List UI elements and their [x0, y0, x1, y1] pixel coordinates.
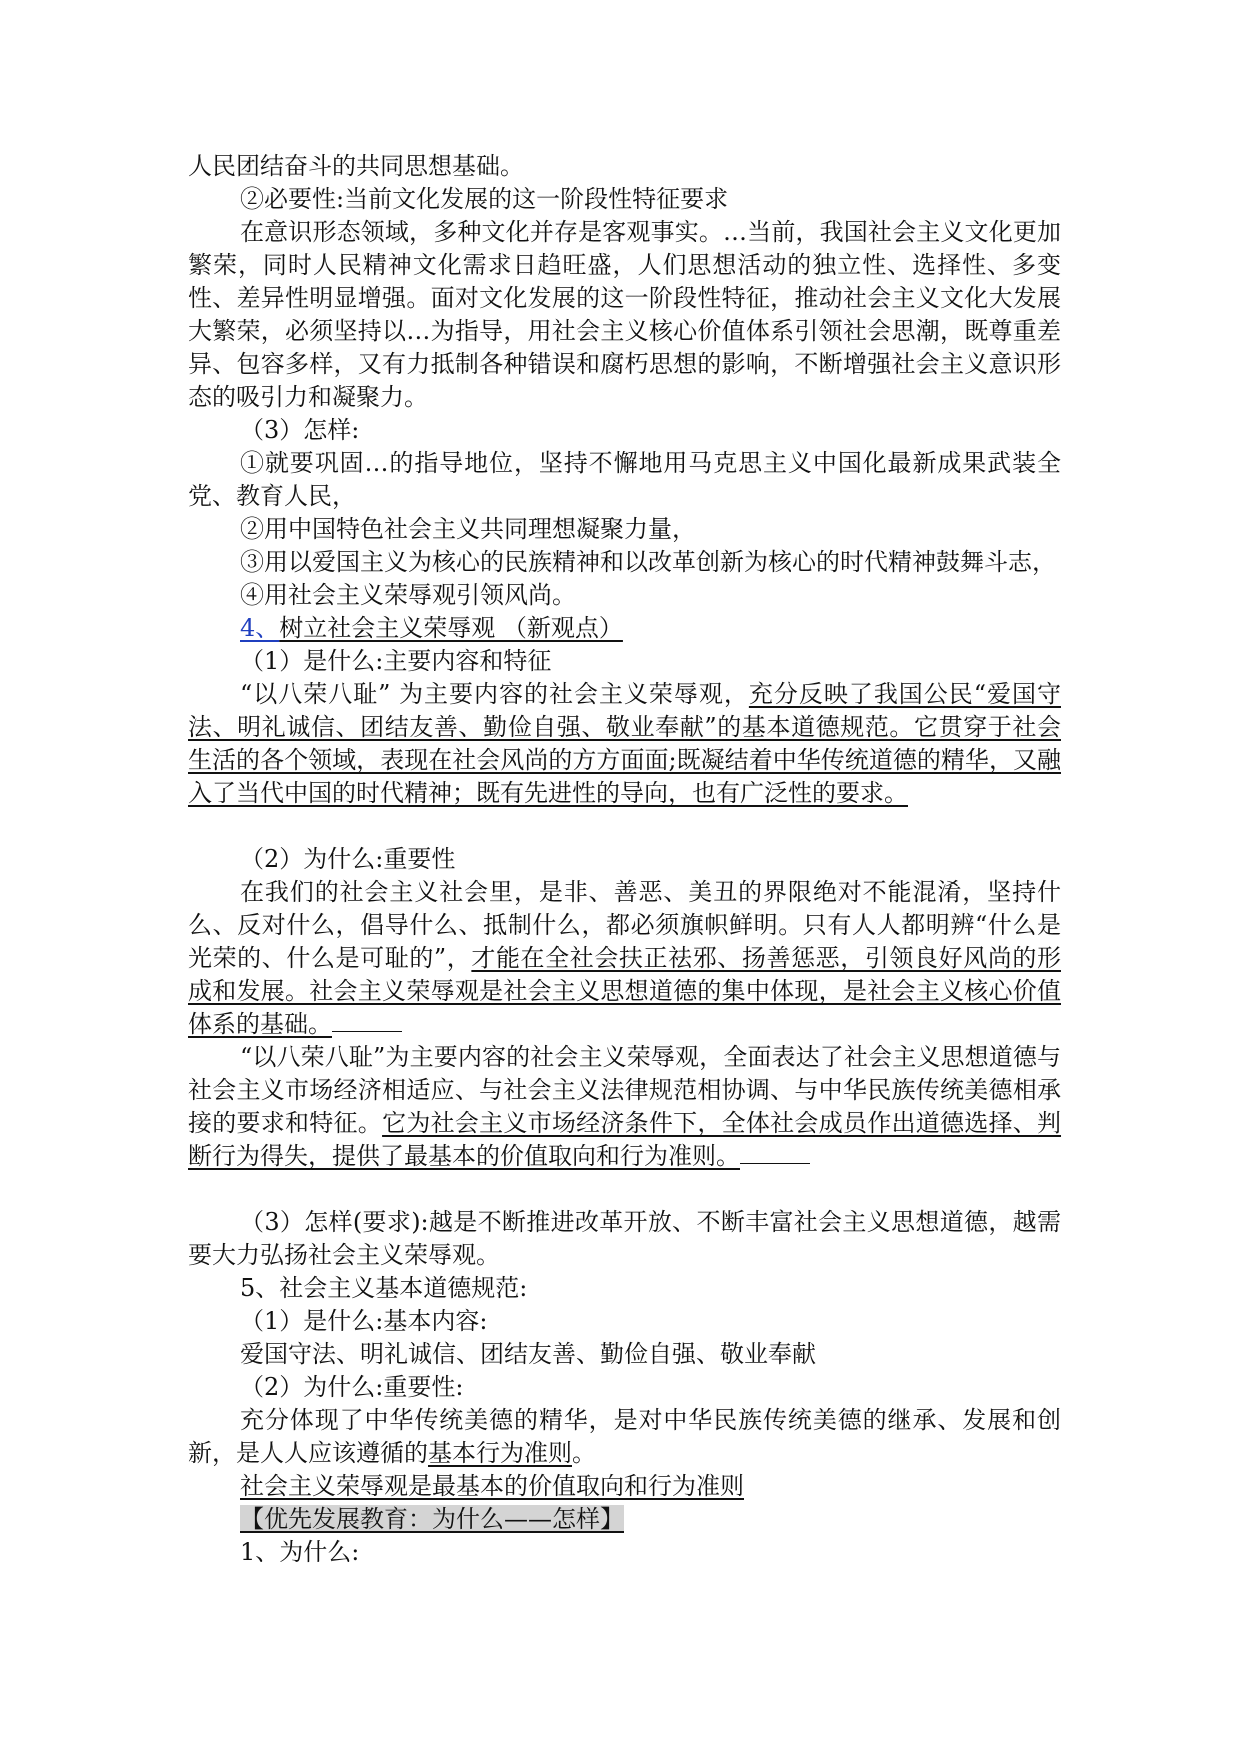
paragraph-lead: 在我们的社会主义社会里，是非、善恶、美丑的界限绝对不能混淆，坚持什么、反对什么，倡导什么、抵制什么，都必须旗帜鲜明。只有人人都明辨“什么是光荣的、什么是可耻的”， [188, 878, 1061, 972]
text-line: （3）怎样: [240, 416, 360, 444]
paragraph-lead: “以八荣八耻” 为主要内容的社会主义荣辱观， [240, 680, 749, 708]
underlined-text: 社会主义荣辱观是最基本的价值取向和行为准则 [240, 1472, 744, 1500]
underlined-text: 基本行为准则 [428, 1439, 572, 1467]
paragraph-end: 。 [572, 1439, 596, 1467]
paragraph: （3）怎样(要求):越是不断推进改革开放、不断丰富社会主义思想道德，越需要大力弘扬社会主义荣辱观。 [188, 1208, 1061, 1269]
paragraph [188, 876, 1061, 1041]
text-line: （2）为什么:重要性: [240, 1373, 464, 1401]
document-body [188, 150, 1061, 1569]
heading-number: 4、 [240, 614, 280, 642]
paragraph [188, 678, 1061, 810]
heading-text: 树立社会主义荣辱观 （新观点） [279, 614, 623, 642]
paragraph [188, 1404, 1061, 1470]
section-heading-4 [188, 612, 1061, 645]
underlined-text: 才能在全社会扶正祛邪、扬善惩恶，引领良好风尚的形成和发展。社会主义荣辱观是社会主义思想道德的集中体现，是社会主义核心价值体系的基础。 [188, 944, 1061, 1038]
paragraph: ①就要巩固…的指导地位，坚持不懈地用马克思主义中国化最新成果武装全党、教育人民， [188, 449, 1061, 510]
text-line: ②必要性:当前文化发展的这一阶段性特征要求 [240, 185, 729, 213]
text-line: （1）是什么:主要内容和特征 [240, 647, 552, 675]
highlighted-heading [188, 1503, 1061, 1536]
text-line: ②用中国特色社会主义共同理想凝聚力量， [240, 515, 696, 543]
text-line: 人民团结奋斗的共同思想基础。 [188, 152, 524, 180]
underlined-text: 它为社会主义市场经济条件下，全体社会成员作出道德选择、判断行为得失，提供了最基本的价值取向和行为准则。 [188, 1109, 1062, 1170]
underline-rule [332, 1031, 402, 1032]
spacer [188, 810, 1061, 843]
text-line: （1）是什么:基本内容: [240, 1307, 488, 1335]
text-line: 5、社会主义基本道德规范: [240, 1274, 528, 1302]
spacer [188, 1173, 1061, 1206]
underline-rule [740, 1163, 810, 1164]
text-line: （2）为什么:重要性 [240, 845, 456, 873]
text-line: 爱国守法、明礼诚信、团结友善、勤俭自强、敬业奉献 [240, 1340, 816, 1368]
paragraph [188, 1041, 1061, 1173]
text-line: ④用社会主义荣辱观引领风尚。 [240, 581, 576, 609]
text-line: 1、为什么: [240, 1538, 360, 1566]
highlighted-text: 【优先发展教育：为什么——怎样】 [240, 1505, 624, 1533]
text-line [188, 1470, 1061, 1503]
paragraph: ③用以爱国主义为核心的民族精神和以改革创新为核心的时代精神鼓舞斗志， [240, 548, 1056, 576]
paragraph-lead: “以八荣八耻”为主要内容的社会主义荣辱观，全面表达了社会主义思想道德与社会主义市场经济相适应、与社会主义法律规范相协调、与中华民族传统美德相承接的要求和特征。 [188, 1043, 1061, 1137]
paragraph-lead: 充分体现了中华传统美德的精华，是对中华民族传统美德的继承、发展和创新，是人人应该遵循的 [188, 1406, 1061, 1467]
paragraph: 在意识形态领域，多种文化并存是客观事实。…当前，我国社会主义文化更加繁荣，同时人民精神文化需求日趋旺盛，人们思想活动的独立性、选择性、多变性、差异性明显增强。面对文化发展的这一阶段性特征，推动社会主义文化大发展大繁荣，必须坚持以…为指导，用社会主义核心价值体系引领社会思潮，既尊重差异、包容多样，又有力抵制各种错误和腐朽思想的影响，不断增强社会主义意识形态的吸引力和凝聚力。 [188, 218, 1061, 411]
underlined-text: 充分反映了我国公民“爱国守法、明礼诚信、团结友善、勤俭自强、敬业奉献”的基本道德规范。它贯穿于社会生活的各个领域，表现在社会风尚的方方面面;既凝结着中华传统道德的精华，又融入了当代中国的时代精神；既有先进性的导向，也有广泛性的要求。 [188, 680, 1061, 807]
